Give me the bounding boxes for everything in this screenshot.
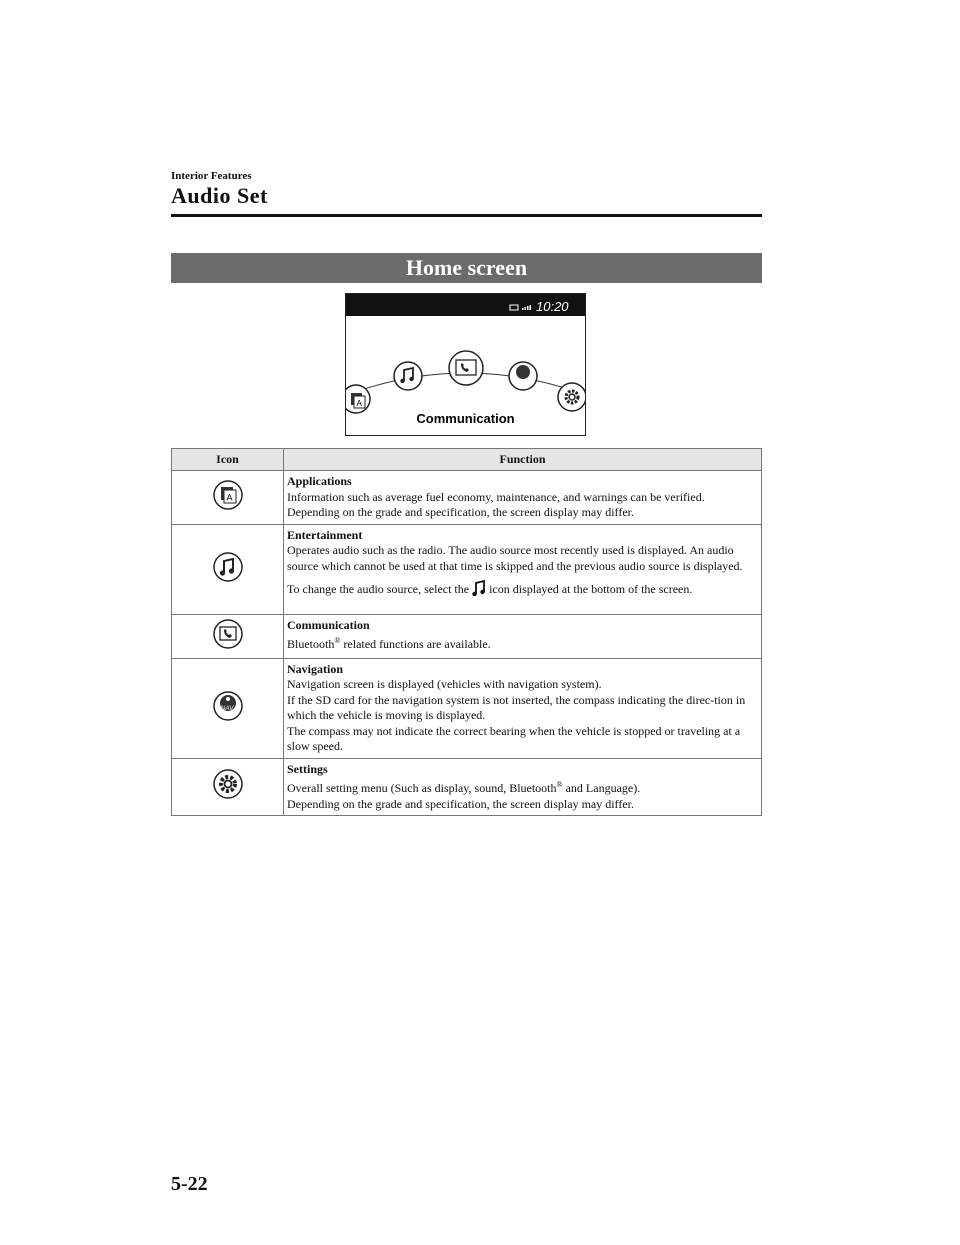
music-note-icon: [472, 580, 486, 596]
table-row: [172, 614, 762, 658]
table-row: [172, 758, 762, 816]
nav-icon: [509, 362, 537, 390]
page-number: 5-22: [171, 1173, 208, 1195]
status-time: 10:20: [536, 299, 569, 314]
row-text: Overall setting menu (Such as display, sound, Bluetooth® and Language).: [287, 780, 641, 795]
svg-text:NAV: NAV: [220, 704, 234, 712]
phone-screen-icon: [213, 619, 243, 649]
svg-text:A: A: [226, 492, 233, 503]
row-text: Depending on the grade and specification, the screen display may differ.: [287, 796, 634, 811]
screen-label: Communication: [416, 411, 515, 426]
note-text-after: icon displayed at the bottom of the screen.: [489, 582, 693, 596]
svg-text:NAV: NAV: [516, 380, 528, 386]
row-title: Settings: [287, 761, 328, 776]
row-title: Navigation: [287, 661, 344, 676]
applications-icon: [346, 385, 370, 413]
table-row: [172, 471, 762, 525]
gear-icon: [213, 769, 243, 799]
row-text: Navigation screen is displayed (vehicles with navigation system).: [287, 677, 602, 691]
row-text: Information such as average fuel economy, maintenance, and warnings can be verified.: [287, 489, 705, 504]
row-text: Bluetooth® related functions are available.: [287, 636, 491, 651]
section-label: Interior Features: [171, 170, 252, 182]
table-row: [172, 658, 762, 758]
nav-icon: [213, 691, 243, 721]
gear-icon: [558, 383, 585, 411]
page-title: Audio Set: [171, 183, 268, 208]
home-screen-illustration: [345, 293, 586, 436]
table-row: [172, 524, 762, 614]
title-rule: [171, 214, 762, 217]
row-title: Entertainment: [287, 527, 363, 542]
applications-icon: [213, 480, 243, 510]
function-column-header: Function: [284, 449, 762, 471]
row-text: Operates audio such as the radio. The audio source most recently used is displayed. An audio source which cannot be used at that time is skipped and the previous audio source is displayed.: [287, 543, 743, 573]
music-note-icon: [213, 552, 243, 582]
row-title: Applications: [287, 474, 352, 488]
phone-screen-icon: [449, 351, 483, 385]
music-note-icon: [394, 362, 422, 390]
section-banner: Home screen: [171, 253, 762, 283]
svg-text:A: A: [356, 399, 362, 408]
row-title: Communication: [287, 617, 370, 632]
table-header-row: [172, 449, 762, 471]
row-text: The compass may not indicate the correct bearing when the vehicle is stopped or traveling at a slow speed.: [287, 723, 741, 753]
row-text: Depending on the grade and specification, the screen display may differ.: [287, 505, 634, 519]
row-text: If the SD card for the navigation system is not inserted, the compass indicating the direc-tion in which the vehicle is moving is displayed.: [287, 692, 746, 722]
row-note: [287, 580, 757, 598]
icon-column-header: Icon: [172, 449, 284, 471]
function-table: [171, 448, 762, 816]
note-text-before: To change the audio source, select the: [287, 582, 470, 596]
